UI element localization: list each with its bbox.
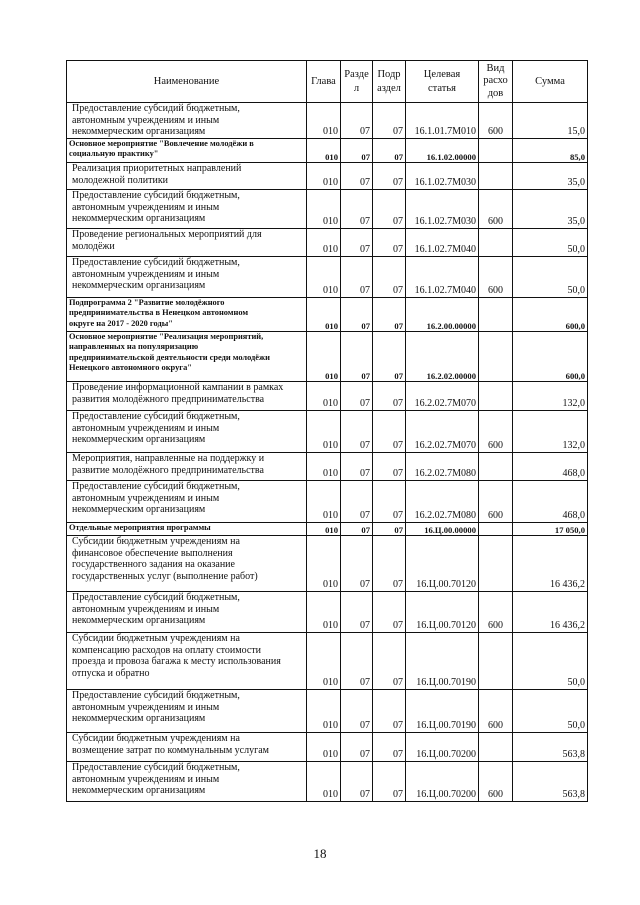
row-chapter-cell: 010 [307,103,341,139]
table-body [67,103,588,802]
row-chapter-cell: 010 [307,733,341,762]
row-section-cell: 07 [341,592,373,633]
table-row [67,190,588,229]
row-section-cell: 07 [341,229,373,257]
row-subsection-cell: 07 [373,229,406,257]
row-subsection-cell: 07 [373,592,406,633]
row-target-cell: 16.Ц.00.70200 [406,762,479,802]
row-amount-cell: 563,8 [513,733,588,762]
row-section-cell: 07 [341,190,373,229]
row-chapter-cell: 010 [307,536,341,592]
row-expense-type-cell [479,633,513,690]
row-expense-type-cell: 600 [479,257,513,298]
row-subsection-cell: 07 [373,382,406,411]
row-subsection-cell: 07 [373,298,406,332]
row-name-cell: Основное мероприятие "Реализация мероприятий, направленных на популяризацию предпринимательской деятельности среди молодёжи Ненецкого автономного округа" [67,332,307,382]
row-amount-cell: 600,0 [513,298,588,332]
row-subsection-cell: 07 [373,523,406,536]
row-expense-type-cell [479,139,513,163]
row-amount-cell: 17 050,0 [513,523,588,536]
row-expense-type-cell [479,536,513,592]
row-target-cell: 16.2.00.00000 [406,298,479,332]
row-name-cell: Предоставление субсидий бюджетным, автономным учреждениям и иным некоммерческим организациям [67,257,307,298]
table-row [67,103,588,139]
row-name-cell: Субсидии бюджетным учреждениям на финансовое обеспечение выполнения государственного задания на оказание государственных услуг (выполнение работ) [67,536,307,592]
row-name-cell: Предоставление субсидий бюджетным, автономным учреждениям и иным некоммерческим организациям [67,411,307,453]
table-row [67,592,588,633]
row-target-cell: 16.2.02.7М080 [406,453,479,481]
header-target: Целевая статья [406,61,479,103]
row-chapter-cell: 010 [307,163,341,190]
row-target-cell: 16.2.02.7М070 [406,382,479,411]
row-chapter-cell: 010 [307,382,341,411]
table-row [67,382,588,411]
row-section-cell: 07 [341,733,373,762]
row-section-cell: 07 [341,762,373,802]
row-chapter-cell: 010 [307,690,341,733]
table-row [67,229,588,257]
row-target-cell: 16.2.02.7М080 [406,481,479,523]
row-target-cell: 16.Ц.00.70190 [406,633,479,690]
row-name-cell: Предоставление субсидий бюджетным, автономным учреждениям и иным некоммерческим организациям [67,481,307,523]
row-amount-cell: 600,0 [513,332,588,382]
row-expense-type-cell: 600 [479,762,513,802]
row-subsection-cell: 07 [373,103,406,139]
table-row [67,733,588,762]
row-name-cell: Проведение информационной кампании в рамках развития молодёжного предпринимательства [67,382,307,411]
row-target-cell: 16.Ц.00.70200 [406,733,479,762]
header-chapter: Глава [307,61,341,103]
row-amount-cell: 50,0 [513,229,588,257]
row-amount-cell: 35,0 [513,190,588,229]
row-chapter-cell: 010 [307,332,341,382]
row-chapter-cell: 010 [307,762,341,802]
row-amount-cell: 50,0 [513,257,588,298]
table-row [67,762,588,802]
row-chapter-cell: 010 [307,229,341,257]
row-chapter-cell: 010 [307,411,341,453]
row-subsection-cell: 07 [373,411,406,453]
table-row [67,523,588,536]
table-row [67,536,588,592]
table-header-row [67,61,588,103]
row-amount-cell: 132,0 [513,382,588,411]
row-section-cell: 07 [341,257,373,298]
row-expense-type-cell: 600 [479,481,513,523]
table-row [67,633,588,690]
row-chapter-cell: 010 [307,257,341,298]
header-section: Разде л [341,61,373,103]
row-expense-type-cell: 600 [479,592,513,633]
row-expense-type-cell: 600 [479,411,513,453]
budget-table [66,60,588,802]
row-amount-cell: 468,0 [513,481,588,523]
row-name-cell: Подпрограмма 2 "Развитие молодёжного предпринимательства в Ненецком автономном округе на 2017 - 2020 годы" [67,298,307,332]
row-amount-cell: 16 436,2 [513,536,588,592]
table-row [67,163,588,190]
row-subsection-cell: 07 [373,453,406,481]
row-expense-type-cell: 600 [479,103,513,139]
row-amount-cell: 50,0 [513,633,588,690]
row-expense-type-cell [479,163,513,190]
row-name-cell: Мероприятия, направленные на поддержку и развитие молодёжного предпринимательства [67,453,307,481]
row-name-cell: Отдельные мероприятия программы [67,523,307,536]
row-expense-type-cell [479,382,513,411]
row-section-cell: 07 [341,523,373,536]
row-chapter-cell: 010 [307,633,341,690]
row-section-cell: 07 [341,481,373,523]
row-name-cell: Субсидии бюджетным учреждениям на возмещение затрат по коммунальным услугам [67,733,307,762]
row-name-cell: Предоставление субсидий бюджетным, автономным учреждениям и иным некоммерческим организациям [67,690,307,733]
row-subsection-cell: 07 [373,536,406,592]
row-amount-cell: 468,0 [513,453,588,481]
row-subsection-cell: 07 [373,139,406,163]
row-target-cell: 16.Ц.00.70120 [406,592,479,633]
row-target-cell: 16.1.02.7М040 [406,257,479,298]
row-expense-type-cell [479,298,513,332]
row-expense-type-cell [479,229,513,257]
row-amount-cell: 50,0 [513,690,588,733]
row-subsection-cell: 07 [373,481,406,523]
row-target-cell: 16.Ц.00.00000 [406,523,479,536]
table-row [67,481,588,523]
table-row [67,453,588,481]
row-subsection-cell: 07 [373,762,406,802]
row-expense-type-cell [479,453,513,481]
row-amount-cell: 132,0 [513,411,588,453]
row-section-cell: 07 [341,536,373,592]
row-target-cell: 16.2.02.7М070 [406,411,479,453]
row-expense-type-cell: 600 [479,690,513,733]
row-section-cell: 07 [341,139,373,163]
row-chapter-cell: 010 [307,523,341,536]
row-section-cell: 07 [341,633,373,690]
row-subsection-cell: 07 [373,690,406,733]
row-target-cell: 16.1.02.00000 [406,139,479,163]
row-chapter-cell: 010 [307,298,341,332]
row-section-cell: 07 [341,411,373,453]
row-chapter-cell: 010 [307,139,341,163]
row-expense-type-cell [479,523,513,536]
row-name-cell: Предоставление субсидий бюджетным, автономным учреждениям и иным некоммерческим организациям [67,103,307,139]
table-row [67,411,588,453]
row-name-cell: Проведение региональных мероприятий для молодёжи [67,229,307,257]
row-target-cell: 16.Ц.00.70120 [406,536,479,592]
row-expense-type-cell [479,332,513,382]
row-name-cell: Предоставление субсидий бюджетным, автономным учреждениям и иным некоммерческим организациям [67,190,307,229]
row-amount-cell: 35,0 [513,163,588,190]
row-section-cell: 07 [341,163,373,190]
row-target-cell: 16.1.02.7М030 [406,163,479,190]
row-subsection-cell: 07 [373,733,406,762]
header-subsection: Подр аздел [373,61,406,103]
row-expense-type-cell [479,733,513,762]
row-subsection-cell: 07 [373,163,406,190]
row-amount-cell: 15,0 [513,103,588,139]
header-name: Наименование [67,61,307,103]
row-chapter-cell: 010 [307,453,341,481]
table-row [67,298,588,332]
row-section-cell: 07 [341,453,373,481]
row-subsection-cell: 07 [373,332,406,382]
row-section-cell: 07 [341,690,373,733]
table-row [67,139,588,163]
row-name-cell: Предоставление субсидий бюджетным, автономным учреждениям и иным некоммерческим организациям [67,762,307,802]
row-name-cell: Субсидии бюджетным учреждениям на компенсацию расходов на оплату стоимости проезда и провоза багажа к месту использования отпуска и обратно [67,633,307,690]
row-name-cell: Основное мероприятие "Вовлечение молодёжи в социальную практику" [67,139,307,163]
row-target-cell: 16.2.02.00000 [406,332,479,382]
page-number: 18 [313,846,327,861]
row-target-cell: 16.Ц.00.70190 [406,690,479,733]
row-expense-type-cell: 600 [479,190,513,229]
row-amount-cell: 16 436,2 [513,592,588,633]
row-chapter-cell: 010 [307,592,341,633]
table-row [67,257,588,298]
row-section-cell: 07 [341,298,373,332]
row-section-cell: 07 [341,332,373,382]
row-section-cell: 07 [341,103,373,139]
row-target-cell: 16.1.01.7М010 [406,103,479,139]
row-target-cell: 16.1.02.7М030 [406,190,479,229]
table-row [67,332,588,382]
row-name-cell: Предоставление субсидий бюджетным, автономным учреждениям и иным некоммерческим организациям [67,592,307,633]
row-subsection-cell: 07 [373,633,406,690]
row-chapter-cell: 010 [307,481,341,523]
row-amount-cell: 85,0 [513,139,588,163]
row-subsection-cell: 07 [373,257,406,298]
row-chapter-cell: 010 [307,190,341,229]
row-amount-cell: 563,8 [513,762,588,802]
row-name-cell: Реализация приоритетных направлений молодежной политики [67,163,307,190]
row-subsection-cell: 07 [373,190,406,229]
header-expense-type: Вид расхо дов [479,61,513,103]
row-target-cell: 16.1.02.7М040 [406,229,479,257]
header-amount: Сумма [513,61,588,103]
table-row [67,690,588,733]
row-section-cell: 07 [341,382,373,411]
